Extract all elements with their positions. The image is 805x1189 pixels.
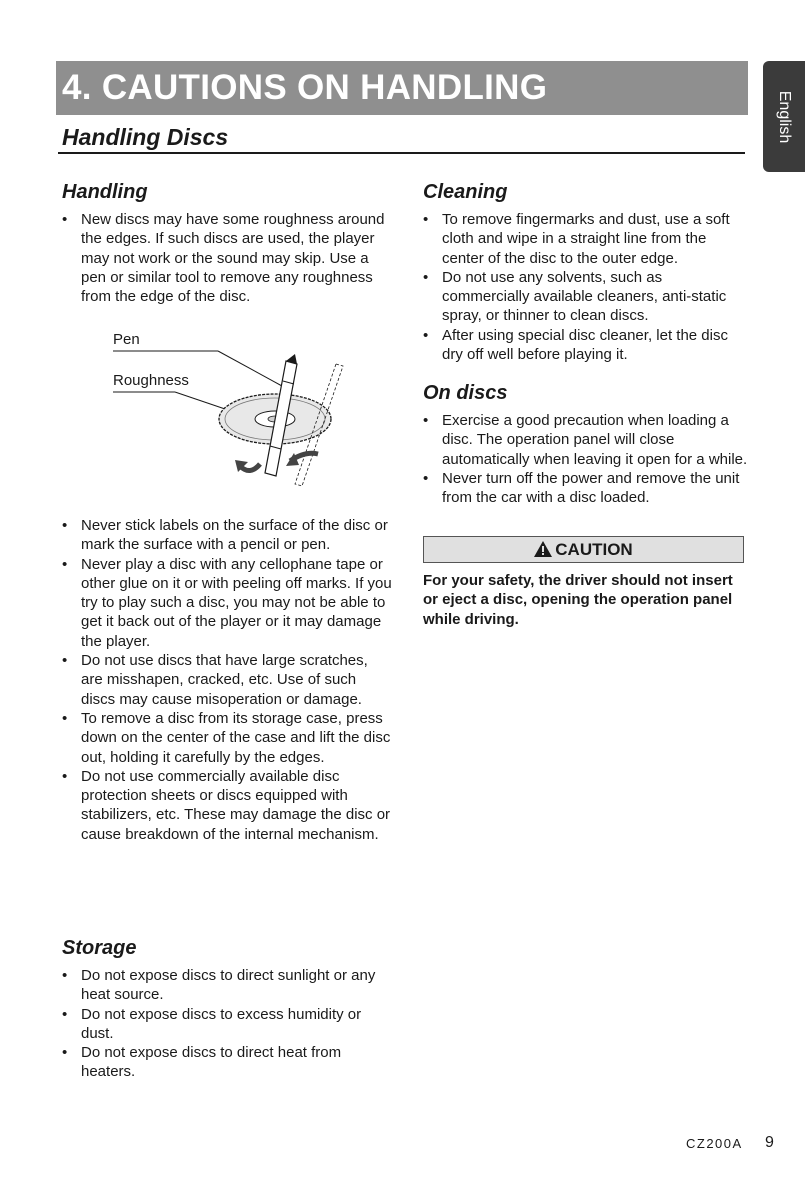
storage-list-item: • Do not expose discs to direct sunlight or any heat source. bbox=[62, 966, 392, 1005]
cleaning-list-item: • After using special disc cleaner, let the disc dry off well before playing it. bbox=[423, 326, 748, 365]
storage-list bbox=[62, 966, 392, 1082]
storage-section bbox=[62, 937, 392, 1082]
handling-list-item: • Never play a disc with any cellophane tape or other glue on it or with peeling off marks. If you try to play such a disc, you may not be able to get it back out of the player or it may damage the player. bbox=[62, 555, 392, 651]
cleaning-list bbox=[423, 210, 748, 364]
on-discs-list-item: • Never turn off the power and remove the unit from the car with a disc loaded. bbox=[423, 469, 748, 508]
handling-list-item: • Never stick labels on the surface of the disc or mark the surface with a pencil or pen. bbox=[62, 516, 392, 555]
handling-continued bbox=[62, 516, 392, 844]
cleaning-section bbox=[423, 181, 748, 364]
handling-list-item: • Do not use discs that have large scratches, are misshapen, cracked, etc. Use of such discs may cause misoperation or damage. bbox=[62, 651, 392, 709]
page-number: 9 bbox=[765, 1134, 774, 1151]
storage-heading: Storage bbox=[62, 937, 137, 959]
cleaning-list-item: • Do not use any solvents, such as commercially available cleaners, anti-static spray, or thinner to clean discs. bbox=[423, 268, 748, 326]
section-title: Handling Discs bbox=[62, 124, 229, 150]
caution-text: For your safety, the driver should not insert or eject a disc, opening the operation panel while driving. bbox=[423, 572, 733, 628]
on-discs-list-item: • Exercise a good precaution when loading a disc. The operation panel will close automatically when leaving it open for a while. bbox=[423, 411, 748, 469]
chapter-title: 4. CAUTIONS ON HANDLING bbox=[56, 61, 748, 115]
handling-heading: Handling bbox=[62, 181, 148, 203]
disc-pen-drawing bbox=[110, 326, 360, 501]
handling-list-item: • To remove a disc from its storage case, press down on the center of the case and lift the disc out, holding it carefully by the edges. bbox=[62, 709, 392, 767]
cleaning-list-item: • To remove fingermarks and dust, use a soft cloth and wipe in a straight line from the center of the disc to the outer edge. bbox=[423, 210, 748, 268]
figure-label-pen: Pen bbox=[113, 331, 140, 348]
on-discs-heading: On discs bbox=[423, 382, 508, 404]
handling-list-item: • New discs may have some roughness around the edges. If such discs are used, the player may not work or the sound may skip. Use a pen or similar tool to remove any roughness from the edge of the disc. bbox=[62, 210, 392, 306]
handling-list-item: • Do not use commercially available disc protection sheets or discs equipped with stabilizers, etc. These may damage the disc or cause breakdown of the internal mechanism. bbox=[62, 767, 392, 844]
on-discs-section bbox=[423, 382, 748, 507]
language-tab-label: English bbox=[776, 90, 793, 143]
disc-cleaning-illustration bbox=[110, 326, 360, 501]
storage-list-item: • Do not expose discs to direct heat from heaters. bbox=[62, 1043, 392, 1082]
warning-triangle-icon bbox=[534, 541, 552, 557]
caution-label: CAUTION bbox=[555, 540, 633, 559]
footer-model: CZ200A bbox=[686, 1136, 743, 1151]
cleaning-heading: Cleaning bbox=[423, 181, 508, 203]
language-tab bbox=[763, 61, 805, 172]
handling-list bbox=[62, 516, 392, 844]
on-discs-list bbox=[423, 411, 748, 507]
storage-list-item: • Do not expose discs to excess humidity or dust. bbox=[62, 1005, 392, 1044]
handling-section bbox=[62, 181, 392, 306]
figure-label-roughness: Roughness bbox=[113, 372, 189, 389]
section-divider bbox=[58, 152, 745, 154]
caution-box bbox=[423, 536, 744, 563]
handling-intro-list bbox=[62, 210, 392, 306]
